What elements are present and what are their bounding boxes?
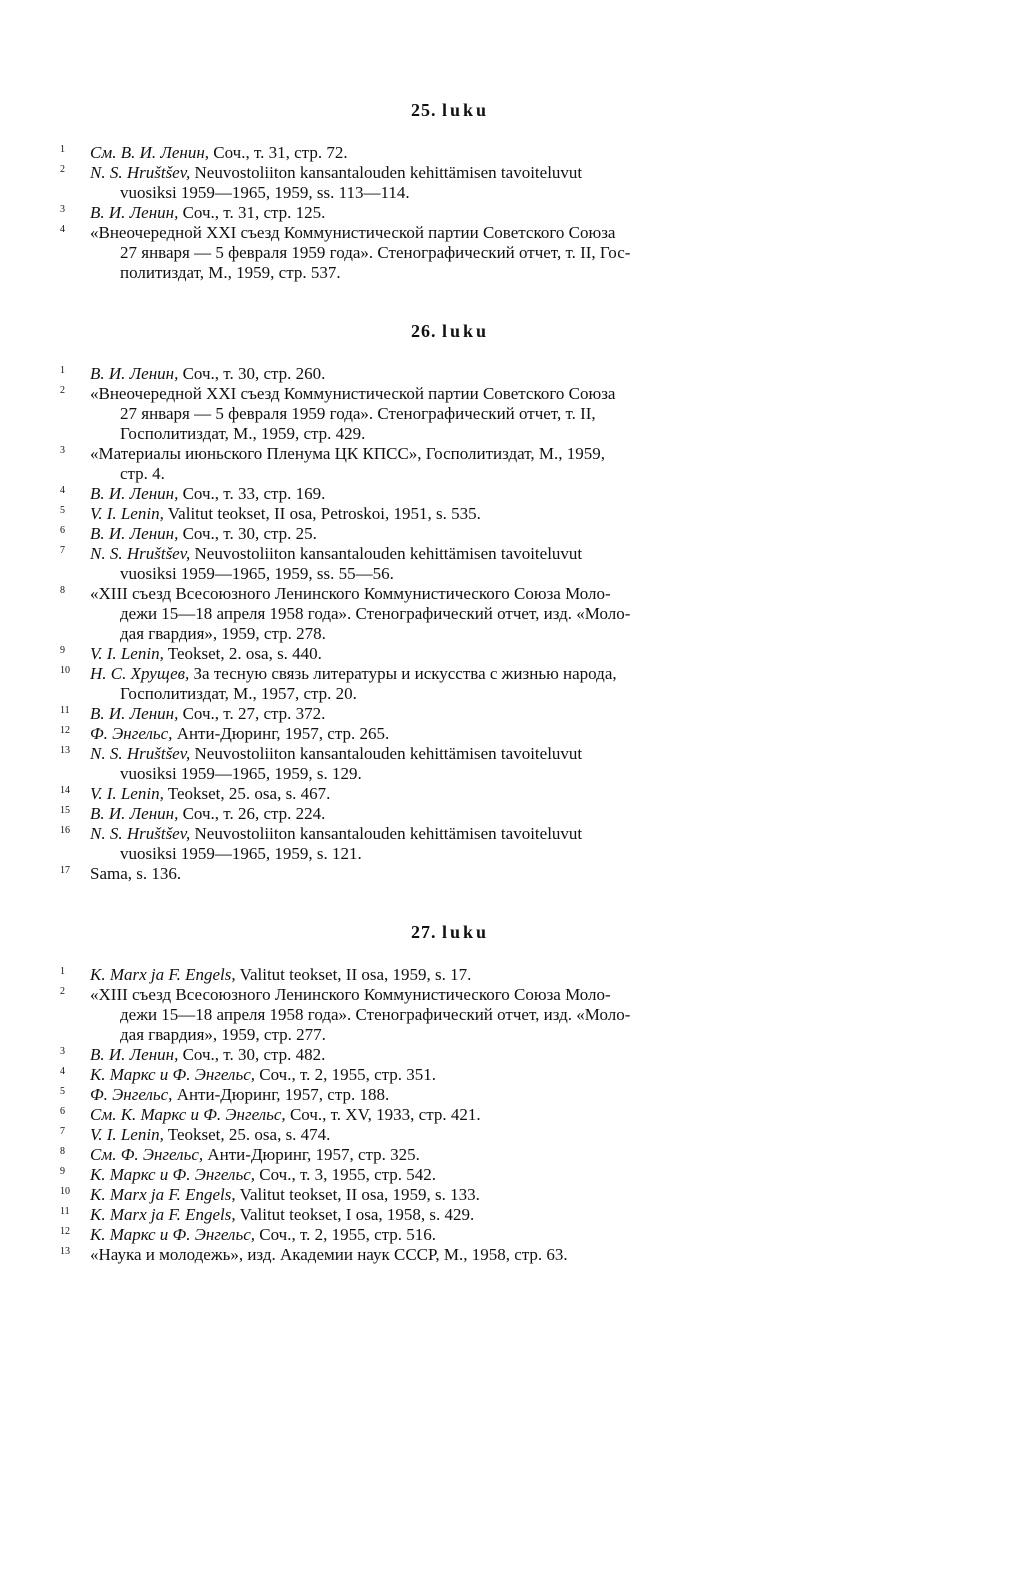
footnote [60,484,840,504]
footnote-author: К. Маркс и Ф. Энгельс, [90,1165,255,1184]
footnote-text: 27 января — 5 февраля 1959 года». Стенографический отчет, т. II, Гос- [120,243,631,262]
footnote [60,1045,840,1065]
footnote-line [90,183,840,203]
footnote-text: политиздат, М., 1959, стр. 537. [120,263,341,282]
footnote [60,744,840,784]
section-heading [60,922,840,943]
footnote-line [90,804,840,824]
footnote-text: Neuvostoliiton kansantalouden kehittämisen tavoiteluvut [194,163,583,182]
footnote-text: Соч., т. 33, стр. 169. [182,484,326,503]
footnote [60,384,840,444]
footnote-text: Анти-Дюринг, 1957, стр. 265. [176,724,390,743]
footnote-text: vuosiksi 1959—1965, 1959, s. 129. [120,764,362,783]
footnote-number: 12 [60,1226,70,1237]
footnote-number: 1 [60,144,65,155]
footnote-text: Neuvostoliiton kansantalouden kehittämisen tavoiteluvut [194,824,583,843]
footnote [60,143,840,163]
footnote-author: В. И. Ленин, [90,804,179,823]
footnote-line [90,163,840,183]
footnote-line [90,604,840,624]
footnote-line [90,784,840,804]
footnote-line [90,584,840,604]
footnote-line [90,263,840,283]
footnote-text: Соч., т. 2, 1955, стр. 516. [259,1225,437,1244]
footnote [60,1165,840,1185]
footnote-text: «Внеочередной XXI съезд Коммунистической партии Советского Союза [90,223,616,242]
footnote-line [90,384,840,404]
section-word: luku [441,100,490,120]
footnote-author: V. I. Lenin, [90,504,164,523]
footnote-text: Соч., т. 31, стр. 125. [182,203,326,222]
footnote-text: Sama, s. 136. [90,864,182,883]
section-number: 26. [410,321,437,341]
footnote-number: 3 [60,445,65,456]
footnote [60,203,840,223]
footnote-number: 3 [60,1046,65,1057]
footnote-text: 27 января — 5 февраля 1959 года». Стенографический отчет, т. II, [120,404,596,423]
footnote-number: 13 [60,745,70,756]
footnote-text: Госполитиздат, М., 1957, стр. 20. [120,684,357,703]
footnote-line [90,1145,840,1165]
footnote-number: 8 [60,1146,65,1157]
footnote-author: V. I. Lenin, [90,1125,164,1144]
footnote-number: 4 [60,485,65,496]
footnote-author: V. I. Lenin, [90,644,164,663]
footnote-author: N. S. Hruštšev, [90,744,191,763]
footnote-line [90,644,840,664]
footnote-number: 6 [60,525,65,536]
footnote-number: 9 [60,1166,65,1177]
footnote [60,524,840,544]
footnote-line [90,704,840,724]
section-word: luku [441,922,490,942]
footnote-author: Ф. Энгельс, [90,1085,173,1104]
footnote-text: «Внеочередной XXI съезд Коммунистической партии Советского Союза [90,384,616,403]
footnote [60,163,840,203]
footnote-number: 5 [60,1086,65,1097]
footnote-number: 9 [60,645,65,656]
footnote-line [90,1185,840,1205]
footnote-number: 2 [60,164,65,175]
footnote-author: См. В. И. Ленин, [90,143,210,162]
footnote-author: В. И. Ленин, [90,484,179,503]
footnote-line [90,564,840,584]
footnote-line [90,1025,840,1045]
footnote-text: Соч., т. 26, стр. 224. [182,804,326,823]
footnote-line [90,664,840,684]
footnote-line [90,844,840,864]
footnote [60,223,840,283]
footnote-number: 14 [60,785,70,796]
footnote-author: V. I. Lenin, [90,784,164,803]
footnote-number: 10 [60,665,70,676]
footnote-text: Госполитиздат, М., 1959, стр. 429. [120,424,366,443]
section-number: 27. [410,922,437,942]
footnote-text: Соч., т. 3, 1955, стр. 542. [259,1165,437,1184]
footnote-line [90,444,840,464]
footnote-text: vuosiksi 1959—1965, 1959, ss. 113—114. [120,183,410,202]
footnote-text: Соч., т. XV, 1933, стр. 421. [289,1105,481,1124]
notes-list [60,364,840,884]
footnote-number: 7 [60,1126,65,1137]
footnote [60,704,840,724]
footnote-line [90,724,840,744]
section-number: 25. [410,100,437,120]
footnote [60,1065,840,1085]
footnote-line [90,1225,840,1245]
footnote [60,504,840,524]
footnote-number: 7 [60,545,65,556]
footnote-line [90,223,840,243]
footnote-text: Анти-Дюринг, 1957, стр. 325. [207,1145,420,1164]
footnote [60,1145,840,1165]
footnote-line [90,1205,840,1225]
footnote-line [90,504,840,524]
footnote-author: N. S. Hruštšev, [90,544,191,563]
footnote [60,1085,840,1105]
footnote [60,1105,840,1125]
footnote-line [90,965,840,985]
footnote-author: В. И. Ленин, [90,1045,179,1064]
footnote-line [90,1085,840,1105]
footnote-number: 11 [60,705,70,716]
footnote-number: 5 [60,505,65,516]
section-word: luku [441,321,490,341]
footnote-line [90,1245,840,1265]
footnote-text: дая гвардия», 1959, стр. 277. [120,1025,326,1044]
footnote-number: 6 [60,1106,65,1117]
footnote-line [90,1005,840,1025]
footnote [60,1225,840,1245]
footnote [60,364,840,384]
footnote [60,584,840,644]
footnote-text: «XIII съезд Всесоюзного Ленинского Коммунистического Союза Моло- [90,985,611,1004]
footnote-author: K. Marx ja F. Engels, [90,1185,236,1204]
footnote-text: Соч., т. 31, стр. 72. [213,143,348,162]
footnote-author: K. Marx ja F. Engels, [90,1205,236,1224]
footnote-text: Соч., т. 30, стр. 25. [182,524,317,543]
footnote [60,544,840,584]
footnote-number: 1 [60,365,65,376]
footnote-text: Neuvostoliiton kansantalouden kehittämisen tavoiteluvut [194,544,583,563]
footnote-number: 8 [60,585,65,596]
footnote-line [90,1105,840,1125]
footnote-author: В. И. Ленин, [90,704,179,723]
footnote-text: Valitut teokset, I osa, 1958, s. 429. [239,1205,475,1224]
footnote-number: 2 [60,986,65,997]
footnote-text: дая гвардия», 1959, стр. 278. [120,624,326,643]
footnote-text: Valitut teokset, II osa, 1959, s. 17. [239,965,472,984]
footnote-text: дежи 15—18 апреля 1958 года». Стенографический отчет, изд. «Моло- [120,604,631,623]
footnote-number: 15 [60,805,70,816]
footnote-number: 17 [60,865,70,876]
footnote-number: 10 [60,1186,70,1197]
footnote-author: N. S. Hruštšev, [90,824,191,843]
footnote-author: В. И. Ленин, [90,524,179,543]
footnote [60,864,840,884]
footnote-line [90,624,840,644]
footnote-line [90,764,840,784]
footnote-text: Соч., т. 2, 1955, стр. 351. [259,1065,437,1084]
footnote [60,444,840,484]
footnote-number: 16 [60,825,70,836]
footnote-author: K. Marx ja F. Engels, [90,965,236,984]
section-heading [60,321,840,342]
footnote-line [90,484,840,504]
footnote [60,724,840,744]
footnote-number: 4 [60,1066,65,1077]
footnote-author: К. Маркс и Ф. Энгельс, [90,1065,255,1084]
footnote-line [90,404,840,424]
footnote-text: Teokset, 25. osa, s. 474. [167,1125,331,1144]
footnote-line [90,203,840,223]
footnote-number: 4 [60,224,65,235]
footnote [60,1125,840,1145]
footnote-text: Neuvostoliiton kansantalouden kehittämisen tavoiteluvut [194,744,583,763]
footnote-text: За тесную связь литературы и искусства с жизнью народа, [193,664,617,683]
footnote-number: 2 [60,385,65,396]
footnote-number: 13 [60,1246,70,1257]
footnote-line [90,464,840,484]
footnote [60,1245,840,1265]
footnote-author: N. S. Hruštšev, [90,163,191,182]
notes-list [60,965,840,1265]
footnote-line [90,1125,840,1145]
footnote-line [90,864,840,884]
footnote-text: vuosiksi 1959—1965, 1959, s. 121. [120,844,362,863]
footnote-text: vuosiksi 1959—1965, 1959, ss. 55—56. [120,564,394,583]
footnote [60,985,840,1045]
footnote [60,965,840,985]
footnote-text: Соч., т. 30, стр. 260. [182,364,326,383]
footnote-text: Teokset, 25. osa, s. 467. [167,784,331,803]
footnote-number: 3 [60,204,65,215]
footnote-author: К. Маркс и Ф. Энгельс, [90,1225,255,1244]
footnote-line [90,985,840,1005]
footnote-author: См. К. Маркс и Ф. Энгельс, [90,1105,286,1124]
footnote-number: 11 [60,1206,70,1217]
footnote [60,664,840,704]
footnote-text: стр. 4. [120,464,165,483]
footnote-text: Teokset, 2. osa, s. 440. [167,644,322,663]
notes-list [60,143,840,283]
footnote-text: Valitut teokset, II osa, Petroskoi, 1951, s. 535. [167,504,481,523]
footnote-line [90,544,840,564]
footnote-author: В. И. Ленин, [90,203,179,222]
footnote-text: Valitut teokset, II osa, 1959, s. 133. [239,1185,480,1204]
footnote-text: «Наука и молодежь», изд. Академии наук СССР, М., 1958, стр. 63. [90,1245,568,1264]
footnote-line [90,143,840,163]
footnote-number: 12 [60,725,70,736]
footnote [60,804,840,824]
footnote-line [90,684,840,704]
footnote-line [90,424,840,444]
footnote-line [90,524,840,544]
footnote-author: См. Ф. Энгельс, [90,1145,204,1164]
footnote-line [90,744,840,764]
footnote-line [90,1065,840,1085]
footnote [60,784,840,804]
footnote-author: Ф. Энгельс, [90,724,173,743]
footnote-text: Анти-Дюринг, 1957, стр. 188. [176,1085,390,1104]
footnote-author: Н. С. Хрущев, [90,664,190,683]
footnote-text: дежи 15—18 апреля 1958 года». Стенографический отчет, изд. «Моло- [120,1005,631,1024]
footnote [60,1205,840,1225]
footnote-text: Соч., т. 27, стр. 372. [182,704,326,723]
footnote-text: Соч., т. 30, стр. 482. [182,1045,326,1064]
footnote-text: «Материалы июньского Пленума ЦК КПСС», Госполитиздат, М., 1959, [90,444,606,463]
footnote [60,824,840,864]
footnote-author: В. И. Ленин, [90,364,179,383]
footnote-text: «XIII съезд Всесоюзного Ленинского Коммунистического Союза Моло- [90,584,611,603]
footnote [60,1185,840,1205]
footnote-line [90,1045,840,1065]
footnote-number: 1 [60,966,65,977]
footnote-line [90,1165,840,1185]
section-heading [60,100,840,121]
footnote-line [90,243,840,263]
footnote [60,644,840,664]
footnote-line [90,824,840,844]
footnote-line [90,364,840,384]
document-page [60,100,840,1303]
